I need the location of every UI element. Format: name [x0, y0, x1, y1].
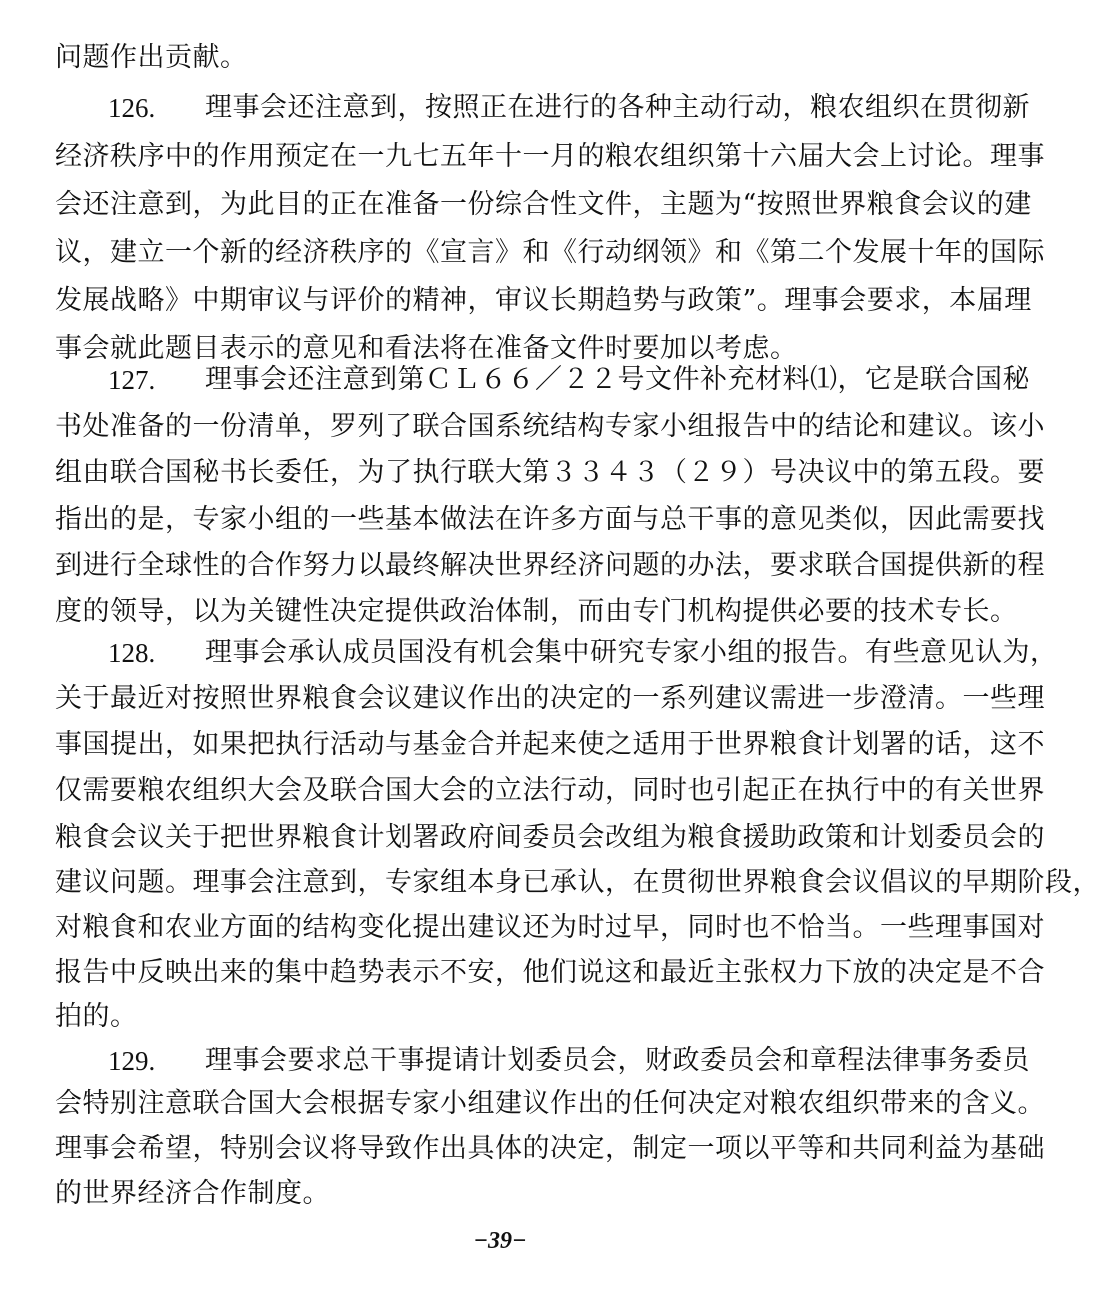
paragraph-127-line-2: 书处准备的一份清单，罗列了联合国系统结构专家小组报告中的结论和建议。该小: [55, 411, 1045, 442]
paragraph-127-line-1: 理事会还注意到第ＣＬ６６／２２号文件补充材料⑴，它是联合国秘: [205, 364, 1030, 395]
paragraph-127-line-6: 度的领导，以为关键性决定提供政治体制，而由专门机构提供必要的技术专长。: [55, 596, 1018, 627]
page-number: −39−: [473, 1228, 527, 1254]
paragraph-126-line-6: 事会就此题目表示的意见和看法将在准备文件时要加以考虑。: [55, 333, 798, 364]
paragraph-129-line-4: 的世界经济合作制度。: [55, 1178, 330, 1209]
paragraph-number-126: 126.: [108, 93, 156, 123]
paragraph-129-line-2: 会特别注意联合国大会根据专家小组建议作出的任何决定对粮农组织带来的含义。: [55, 1088, 1045, 1119]
paragraph-128-line-8: 报告中反映出来的集中趋势表示不安，他们说这和最近主张权力下放的决定是不合: [55, 957, 1045, 988]
paragraph-128-line-9: 拍的。: [55, 1001, 138, 1032]
paragraph-129-line-1: 理事会要求总干事提请计划委员会，财政委员会和章程法律事务委员: [205, 1045, 1030, 1076]
paragraph-127-line-3: 组由联合国秘书长委任，为了执行联大第３３４３（２９）号决议中的第五段。要: [55, 457, 1045, 488]
paragraph-number-128: 128.: [108, 638, 156, 668]
paragraph-128-line-5: 粮食会议关于把世界粮食计划署政府间委员会改组为粮食援助政策和计划委员会的: [55, 822, 1045, 853]
paragraph-126-line-1: 理事会还注意到，按照正在进行的各种主动行动，粮农组织在贯彻新: [205, 92, 1030, 123]
paragraph-128-line-1: 理事会承认成员国没有机会集中研究专家小组的报告。有些意见认为，: [205, 637, 1058, 668]
paragraph-129-line-3: 理事会希望，特别会议将导致作出具体的决定，制定一项以平等和共同利益为基础: [55, 1133, 1045, 1164]
paragraph-126-line-3: 会还注意到，为此目的正在准备一份综合性文件，主题为“按照世界粮食会议的建: [55, 189, 1032, 220]
paragraph-128-line-2: 关于最近对按照世界粮食会议建议作出的决定的一系列建议需进一步澄清。一些理: [55, 683, 1045, 714]
paragraph-number-127: 127.: [108, 365, 156, 395]
paragraph-128-line-3: 事国提出，如果把执行活动与基金合并起来使之适用于世界粮食计划署的话，这不: [55, 729, 1045, 760]
paragraph-126-line-4: 议，建立一个新的经济秩序的《宣言》和《行动纲领》和《第二个发展十年的国际: [55, 237, 1045, 268]
paragraph-126-line-5: 发展战略》中期审议与评价的精神，审议长期趋势与政策”。理事会要求，本届理: [55, 285, 1032, 316]
paragraph-126-line-2: 经济秩序中的作用预定在一九七五年十一月的粮农组织第十六届大会上讨论。理事: [55, 141, 1045, 172]
intro-line: 问题作出贡献。: [55, 42, 248, 73]
paragraph-128-line-4: 仅需要粮农组织大会及联合国大会的立法行动，同时也引起正在执行中的有关世界: [55, 775, 1045, 806]
paragraph-127-line-5: 到进行全球性的合作努力以最终解决世界经济问题的办法，要求联合国提供新的程: [55, 550, 1045, 581]
paragraph-127-line-4: 指出的是，专家小组的一些基本做法在许多方面与总干事的意见类似，因此需要找: [55, 504, 1045, 535]
paragraph-number-129: 129.: [108, 1046, 156, 1076]
paragraph-128-line-6: 建议问题。理事会注意到，专家组本身已承认，在贯彻世界粮食会议倡议的早期阶段，: [55, 867, 1100, 898]
paragraph-128-line-7: 对粮食和农业方面的结构变化提出建议还为时过早，同时也不恰当。一些理事国对: [55, 912, 1045, 943]
